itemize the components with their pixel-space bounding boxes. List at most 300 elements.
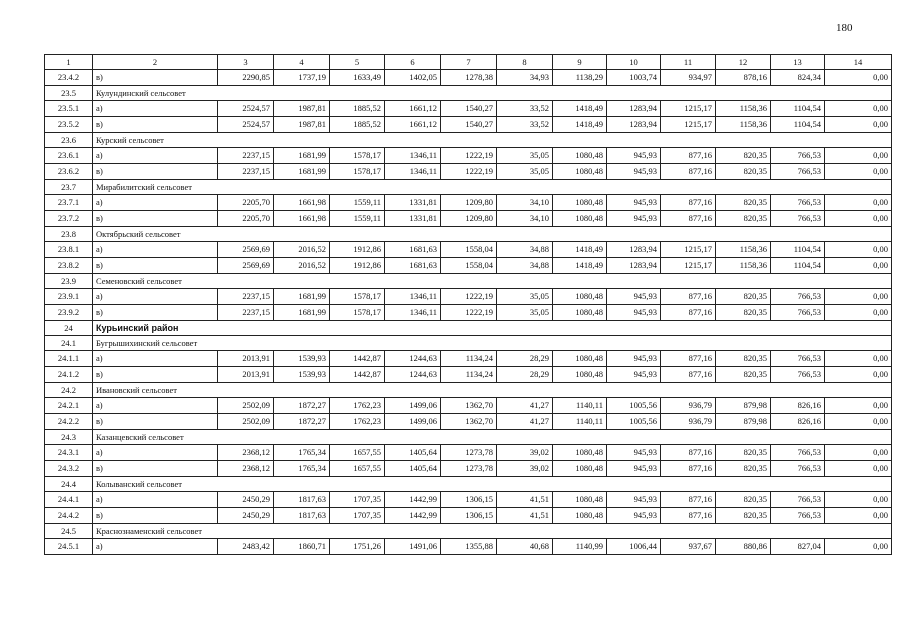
value-cell: 1104,54: [771, 242, 825, 258]
value-cell: 2368,12: [218, 461, 274, 477]
council-name: Кулундинский сельсовет: [93, 86, 892, 101]
value-cell: 877,16: [661, 195, 716, 211]
value-cell: 877,16: [661, 367, 716, 383]
row-code: 24.1.1: [45, 351, 93, 367]
row-code: 23.8: [45, 227, 93, 242]
value-cell: 1578,17: [330, 289, 385, 305]
value-cell: 1104,54: [771, 117, 825, 133]
value-cell: 934,97: [661, 70, 716, 86]
value-cell: 1104,54: [771, 101, 825, 117]
value-cell: 2450,29: [218, 492, 274, 508]
row-code: 23.6.1: [45, 148, 93, 164]
value-cell: 877,16: [661, 148, 716, 164]
value-cell: 2483,42: [218, 539, 274, 555]
value-cell: 1442,87: [330, 351, 385, 367]
value-cell: 1817,63: [274, 492, 330, 508]
value-cell: 1080,48: [553, 508, 607, 524]
row-label: в): [93, 508, 218, 524]
table-row: [45, 117, 892, 133]
value-cell: 1244,63: [385, 367, 441, 383]
value-cell: 1578,17: [330, 148, 385, 164]
value-cell: 826,16: [771, 398, 825, 414]
value-cell: 1215,17: [661, 258, 716, 274]
value-cell: 880,86: [716, 539, 771, 555]
value-cell: 1765,34: [274, 461, 330, 477]
council-heading-row: [45, 133, 892, 148]
table-row: [45, 398, 892, 414]
value-cell: 1273,78: [441, 461, 497, 477]
council-name: Курский сельсовет: [93, 133, 892, 148]
value-cell: 1134,24: [441, 351, 497, 367]
value-cell: 879,98: [716, 398, 771, 414]
value-cell: 2205,70: [218, 211, 274, 227]
value-cell: 1003,74: [607, 70, 661, 86]
column-number: 6: [385, 55, 441, 70]
value-cell: 1005,56: [607, 398, 661, 414]
row-label: а): [93, 351, 218, 367]
value-cell: 1080,48: [553, 445, 607, 461]
value-cell: 1080,48: [553, 164, 607, 180]
value-cell: 2524,57: [218, 101, 274, 117]
row-label: а): [93, 195, 218, 211]
value-cell: 1402,05: [385, 70, 441, 86]
value-cell: 1987,81: [274, 101, 330, 117]
value-cell: 33,52: [497, 117, 553, 133]
value-cell: 877,16: [661, 492, 716, 508]
row-code: 23.8.2: [45, 258, 93, 274]
value-cell: 34,93: [497, 70, 553, 86]
council-heading-row: [45, 430, 892, 445]
value-cell: 820,35: [716, 289, 771, 305]
table-row: [45, 289, 892, 305]
value-cell: 1442,99: [385, 492, 441, 508]
row-label: в): [93, 461, 218, 477]
column-number: 4: [274, 55, 330, 70]
value-cell: 766,53: [771, 351, 825, 367]
row-label: а): [93, 148, 218, 164]
value-cell: 877,16: [661, 461, 716, 477]
value-cell: 35,05: [497, 148, 553, 164]
value-cell: 1158,36: [716, 101, 771, 117]
column-number: 3: [218, 55, 274, 70]
row-code: 23.9: [45, 274, 93, 289]
value-cell: 945,93: [607, 367, 661, 383]
table-row: [45, 242, 892, 258]
value-cell: 1491,06: [385, 539, 441, 555]
value-cell: 39,02: [497, 461, 553, 477]
value-cell: 877,16: [661, 305, 716, 321]
value-cell: 1499,06: [385, 398, 441, 414]
value-cell: 1737,19: [274, 70, 330, 86]
value-cell: 945,93: [607, 461, 661, 477]
row-code: 24.2.1: [45, 398, 93, 414]
value-cell: 877,16: [661, 351, 716, 367]
value-cell: 2450,29: [218, 508, 274, 524]
row-code: 24.1: [45, 336, 93, 351]
value-cell: 820,35: [716, 351, 771, 367]
value-cell: 945,93: [607, 508, 661, 524]
row-code: 24.4.1: [45, 492, 93, 508]
table-row: [45, 101, 892, 117]
value-cell: 34,10: [497, 211, 553, 227]
column-number: 5: [330, 55, 385, 70]
table-row: [45, 148, 892, 164]
value-cell: 1418,49: [553, 258, 607, 274]
row-label: а): [93, 242, 218, 258]
value-cell: 878,16: [716, 70, 771, 86]
value-cell: 1872,27: [274, 414, 330, 430]
table-row: [45, 461, 892, 477]
value-cell: 1080,48: [553, 211, 607, 227]
table-row: [45, 351, 892, 367]
value-cell: 1346,11: [385, 289, 441, 305]
value-cell: 937,67: [661, 539, 716, 555]
row-label: в): [93, 305, 218, 321]
value-cell: 2368,12: [218, 445, 274, 461]
value-cell: 0,00: [825, 289, 892, 305]
value-cell: 1661,98: [274, 211, 330, 227]
value-cell: 879,98: [716, 414, 771, 430]
value-cell: 877,16: [661, 164, 716, 180]
table-row: [45, 70, 892, 86]
value-cell: 1442,87: [330, 367, 385, 383]
value-cell: 0,00: [825, 211, 892, 227]
value-cell: 1499,06: [385, 414, 441, 430]
value-cell: 1346,11: [385, 148, 441, 164]
value-cell: 35,05: [497, 289, 553, 305]
district-name: Курьинский район: [93, 321, 892, 336]
row-label: в): [93, 211, 218, 227]
row-code: 23.6: [45, 133, 93, 148]
value-cell: 1306,15: [441, 508, 497, 524]
row-label: в): [93, 117, 218, 133]
value-cell: 766,53: [771, 461, 825, 477]
value-cell: 936,79: [661, 398, 716, 414]
value-cell: 1681,63: [385, 242, 441, 258]
value-cell: 33,52: [497, 101, 553, 117]
value-cell: 1405,64: [385, 461, 441, 477]
row-code: 24.3.2: [45, 461, 93, 477]
value-cell: 1987,81: [274, 117, 330, 133]
row-code: 23.6.2: [45, 164, 93, 180]
value-cell: 945,93: [607, 445, 661, 461]
row-label: а): [93, 492, 218, 508]
value-cell: 1283,94: [607, 258, 661, 274]
value-cell: 1331,81: [385, 195, 441, 211]
value-cell: 766,53: [771, 508, 825, 524]
value-cell: 1872,27: [274, 398, 330, 414]
value-cell: 1080,48: [553, 195, 607, 211]
value-cell: 827,04: [771, 539, 825, 555]
value-cell: 945,93: [607, 305, 661, 321]
row-label: в): [93, 164, 218, 180]
value-cell: 1661,12: [385, 117, 441, 133]
value-cell: 0,00: [825, 398, 892, 414]
value-cell: 2016,52: [274, 258, 330, 274]
value-cell: 1222,19: [441, 289, 497, 305]
row-label: в): [93, 414, 218, 430]
row-code: 24.1.2: [45, 367, 93, 383]
value-cell: 945,93: [607, 289, 661, 305]
council-name: Октябрьский сельсовет: [93, 227, 892, 242]
row-code: 23.9.2: [45, 305, 93, 321]
value-cell: 1158,36: [716, 258, 771, 274]
value-cell: 1912,86: [330, 258, 385, 274]
value-cell: 34,88: [497, 258, 553, 274]
value-cell: 1681,99: [274, 164, 330, 180]
value-cell: 820,35: [716, 461, 771, 477]
value-cell: 945,93: [607, 211, 661, 227]
council-name: Бугрышихинский сельсовет: [93, 336, 892, 351]
value-cell: 0,00: [825, 101, 892, 117]
value-cell: 1681,99: [274, 305, 330, 321]
value-cell: 766,53: [771, 164, 825, 180]
column-number: 1: [45, 55, 93, 70]
value-cell: 820,35: [716, 195, 771, 211]
row-code: 24: [45, 321, 93, 336]
value-cell: 1633,49: [330, 70, 385, 86]
value-cell: 1158,36: [716, 117, 771, 133]
value-cell: 2502,09: [218, 398, 274, 414]
value-cell: 1104,54: [771, 258, 825, 274]
value-cell: 2237,15: [218, 164, 274, 180]
value-cell: 35,05: [497, 164, 553, 180]
column-number: 2: [93, 55, 218, 70]
row-code: 24.3.1: [45, 445, 93, 461]
value-cell: 1080,48: [553, 492, 607, 508]
value-cell: 1006,44: [607, 539, 661, 555]
value-cell: 1080,48: [553, 367, 607, 383]
value-cell: 1244,63: [385, 351, 441, 367]
column-number: 9: [553, 55, 607, 70]
value-cell: 1283,94: [607, 242, 661, 258]
value-cell: 766,53: [771, 211, 825, 227]
value-cell: 1346,11: [385, 305, 441, 321]
value-cell: 1657,55: [330, 445, 385, 461]
value-cell: 0,00: [825, 148, 892, 164]
column-number: 10: [607, 55, 661, 70]
value-cell: 877,16: [661, 508, 716, 524]
value-cell: 41,27: [497, 414, 553, 430]
value-cell: 1005,56: [607, 414, 661, 430]
row-code: 24.4.2: [45, 508, 93, 524]
council-name: Краснознаменский сельсовет: [93, 524, 892, 539]
row-label: а): [93, 539, 218, 555]
value-cell: 945,93: [607, 164, 661, 180]
council-heading-row: [45, 274, 892, 289]
value-cell: 39,02: [497, 445, 553, 461]
value-cell: 1080,48: [553, 461, 607, 477]
row-code: 23.5.1: [45, 101, 93, 117]
table-row: [45, 508, 892, 524]
value-cell: 824,34: [771, 70, 825, 86]
value-cell: 1885,52: [330, 101, 385, 117]
value-cell: 0,00: [825, 70, 892, 86]
value-cell: 0,00: [825, 195, 892, 211]
value-cell: 1222,19: [441, 305, 497, 321]
value-cell: 820,35: [716, 148, 771, 164]
row-code: 24.2.2: [45, 414, 93, 430]
table-row: [45, 539, 892, 555]
column-number: 8: [497, 55, 553, 70]
value-cell: 1418,49: [553, 242, 607, 258]
value-cell: 1209,80: [441, 195, 497, 211]
row-code: 23.5.2: [45, 117, 93, 133]
value-cell: 1539,93: [274, 351, 330, 367]
value-cell: 40,68: [497, 539, 553, 555]
value-cell: 766,53: [771, 492, 825, 508]
value-cell: 2016,52: [274, 242, 330, 258]
value-cell: 1080,48: [553, 305, 607, 321]
value-cell: 877,16: [661, 289, 716, 305]
table-row: [45, 211, 892, 227]
value-cell: 1762,23: [330, 414, 385, 430]
council-heading-row: [45, 524, 892, 539]
value-cell: 820,35: [716, 211, 771, 227]
value-cell: 1134,24: [441, 367, 497, 383]
value-cell: 2237,15: [218, 289, 274, 305]
value-cell: 1215,17: [661, 101, 716, 117]
district-heading-row: [45, 321, 892, 336]
row-label: а): [93, 398, 218, 414]
value-cell: 1578,17: [330, 164, 385, 180]
value-cell: 820,35: [716, 164, 771, 180]
value-cell: 820,35: [716, 367, 771, 383]
value-cell: 1540,27: [441, 101, 497, 117]
value-cell: 766,53: [771, 195, 825, 211]
value-cell: 0,00: [825, 414, 892, 430]
value-cell: 1405,64: [385, 445, 441, 461]
table-row: [45, 305, 892, 321]
table-row: [45, 164, 892, 180]
value-cell: 0,00: [825, 492, 892, 508]
value-cell: 945,93: [607, 492, 661, 508]
column-number: 14: [825, 55, 892, 70]
row-code: 23.4.2: [45, 70, 93, 86]
row-code: 23.9.1: [45, 289, 93, 305]
value-cell: 1885,52: [330, 117, 385, 133]
value-cell: 936,79: [661, 414, 716, 430]
council-name: Казанцевский сельсовет: [93, 430, 892, 445]
value-cell: 1860,71: [274, 539, 330, 555]
value-cell: 1681,99: [274, 289, 330, 305]
value-cell: 877,16: [661, 445, 716, 461]
value-cell: 766,53: [771, 289, 825, 305]
value-cell: 1140,99: [553, 539, 607, 555]
value-cell: 0,00: [825, 508, 892, 524]
value-cell: 0,00: [825, 461, 892, 477]
value-cell: 35,05: [497, 305, 553, 321]
value-cell: 1657,55: [330, 461, 385, 477]
table-row: [45, 258, 892, 274]
value-cell: 2569,69: [218, 242, 274, 258]
council-heading-row: [45, 477, 892, 492]
value-cell: 0,00: [825, 242, 892, 258]
row-code: 23.8.1: [45, 242, 93, 258]
value-cell: 41,51: [497, 492, 553, 508]
value-cell: 1751,26: [330, 539, 385, 555]
value-cell: 1140,11: [553, 414, 607, 430]
value-cell: 1346,11: [385, 164, 441, 180]
value-cell: 820,35: [716, 305, 771, 321]
value-cell: 1080,48: [553, 148, 607, 164]
value-cell: 0,00: [825, 164, 892, 180]
value-cell: 1331,81: [385, 211, 441, 227]
value-cell: 1158,36: [716, 242, 771, 258]
row-code: 23.7.2: [45, 211, 93, 227]
value-cell: 2013,91: [218, 351, 274, 367]
table-body: [45, 70, 892, 555]
row-code: 23.7: [45, 180, 93, 195]
value-cell: 820,35: [716, 445, 771, 461]
value-cell: 1539,93: [274, 367, 330, 383]
value-cell: 41,51: [497, 508, 553, 524]
value-cell: 0,00: [825, 258, 892, 274]
value-cell: 1540,27: [441, 117, 497, 133]
value-cell: 1283,94: [607, 117, 661, 133]
value-cell: 2205,70: [218, 195, 274, 211]
value-cell: 1558,04: [441, 258, 497, 274]
column-number: 12: [716, 55, 771, 70]
table-row: [45, 195, 892, 211]
value-cell: 1222,19: [441, 148, 497, 164]
row-label: в): [93, 258, 218, 274]
council-heading-row: [45, 86, 892, 101]
row-label: а): [93, 101, 218, 117]
row-code: 24.3: [45, 430, 93, 445]
value-cell: 1817,63: [274, 508, 330, 524]
table-row: [45, 414, 892, 430]
value-cell: 1418,49: [553, 101, 607, 117]
row-label: в): [93, 367, 218, 383]
row-code: 23.5: [45, 86, 93, 101]
value-cell: 1912,86: [330, 242, 385, 258]
value-cell: 41,27: [497, 398, 553, 414]
value-cell: 1442,99: [385, 508, 441, 524]
value-cell: 2290,85: [218, 70, 274, 86]
council-name: Семеновский сельсовет: [93, 274, 892, 289]
value-cell: 1661,12: [385, 101, 441, 117]
value-cell: 1559,11: [330, 211, 385, 227]
row-code: 24.5: [45, 524, 93, 539]
row-label: а): [93, 445, 218, 461]
value-cell: 1278,38: [441, 70, 497, 86]
value-cell: 1283,94: [607, 101, 661, 117]
council-heading-row: [45, 383, 892, 398]
value-cell: 2237,15: [218, 305, 274, 321]
value-cell: 0,00: [825, 445, 892, 461]
row-code: 23.7.1: [45, 195, 93, 211]
value-cell: 28,29: [497, 367, 553, 383]
column-number-row: [45, 55, 892, 70]
council-heading-row: [45, 180, 892, 195]
value-cell: 1765,34: [274, 445, 330, 461]
value-cell: 1578,17: [330, 305, 385, 321]
value-cell: 1215,17: [661, 242, 716, 258]
row-label: в): [93, 70, 218, 86]
value-cell: 0,00: [825, 539, 892, 555]
value-cell: 1222,19: [441, 164, 497, 180]
value-cell: 820,35: [716, 508, 771, 524]
value-cell: 1661,98: [274, 195, 330, 211]
value-cell: 820,35: [716, 492, 771, 508]
value-cell: 1273,78: [441, 445, 497, 461]
value-cell: 1209,80: [441, 211, 497, 227]
council-heading-row: [45, 227, 892, 242]
value-cell: 766,53: [771, 445, 825, 461]
value-cell: 1418,49: [553, 117, 607, 133]
value-cell: 2524,57: [218, 117, 274, 133]
